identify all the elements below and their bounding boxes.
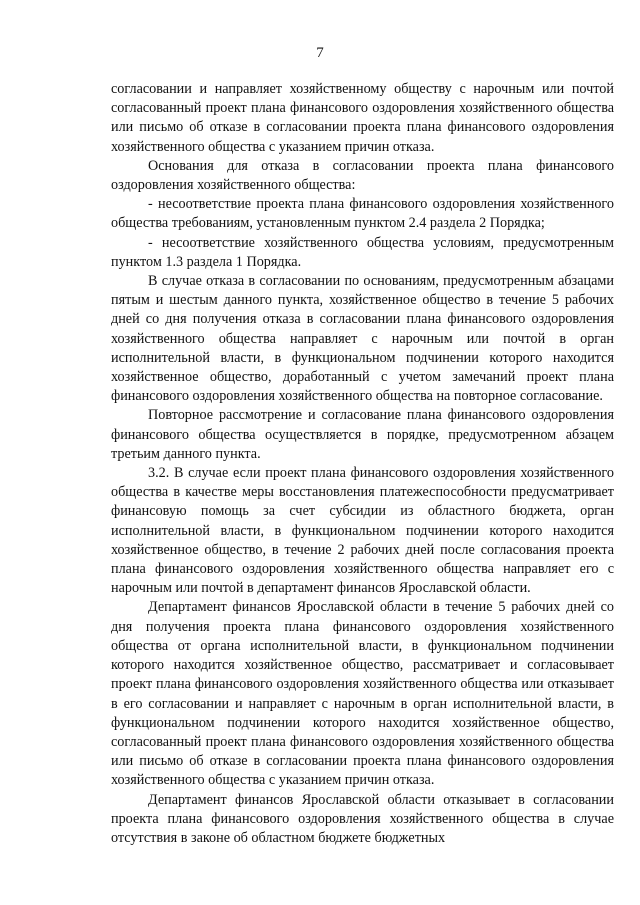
list-item-refusal-ground-1: - несоответствие проекта плана финансового оздоровления хозяйственного общества требованиям, установленным пунктом 2.4 раздела 2 Порядка; [111,196,614,232]
paragraph-finance-department-refusal: Департамент финансов Ярославской области отказывает в согласовании проекта плана финансового оздоровления хозяйственного общества в случае отсутствия в законе об областном бюджете бюджетных [111,791,614,846]
paragraph-section-3-2: 3.2. В случае если проект плана финансового оздоровления хозяйственного общества в качестве меры восстановления платежеспособности предусматривает финансовую помощь за счет субсидии из областного бюджета, орган исполнительной власти, в функциональном подчинении которого находится хозяйственное общество, в течение 2 рабочих дней после согласования проекта плана финансового оздоровления хозяйственного общества направляет его с нарочным или почтой в департамент финансов Ярославской области. [111,465,614,597]
paragraph-refusal-grounds-intro: Основания для отказа в согласовании проекта плана финансового оздоровления хозяйственного общества: [111,157,614,194]
paragraph-finance-department-review: Департамент финансов Ярославской области в течение 5 рабочих дней со дня получения проекта плана финансового оздоровления хозяйственного общества от органа исполнительной власти, в функциональном подчинении которого находится хозяйственное общество, рассматривает и согласовывает проект плана финансового оздоровления хозяйственного общества или отказывает в его согласовании и направляет с нарочным в орган исполнительной власти, в функциональном подчинении которого находится хозяйственное общество, согласованный проект плана финансового оздоровления хозяйственного общества или письмо об отказе в согласовании проекта плана финансового оздоровления хозяйственного общества с указанием причин отказа. [111,599,614,789]
paragraph-refusal-resubmission: В случае отказа в согласовании по основаниям, предусмотренным абзацами пятым и шестым данного пункта, хозяйственное общество в течение 5 рабочих дней со дня получения отказа в согласовании плана финансового оздоровления хозяйственного общества направляет с нарочным или почтой в орган исполнительной власти, в функциональном подчинении которого находится хозяйственное общество, доработанный с учетом замечаний проект плана финансового оздоровления хозяйственного общества на повторное согласование. [111,273,614,405]
paragraph-continuation: согласовании и направляет хозяйственному обществу с нарочным или почтой согласованный проект плана финансового оздоровления хозяйственного общества или письмо об отказе в согласовании проекта плана финансового оздоровления хозяйственного общества с указанием причин отказа. [111,81,614,155]
paragraph-repeat-review: Повторное рассмотрение и согласование плана финансового оздоровления финансового общества осуществляется в порядке, предусмотренном абзацем третьим данного пункта. [111,407,614,462]
page-number: 7 [316,45,324,61]
list-item-refusal-ground-2: - несоответствие хозяйственного общества условиям, предусмотренным пунктом 1.3 раздела 1 Порядка. [111,234,614,270]
document-body [111,80,614,848]
